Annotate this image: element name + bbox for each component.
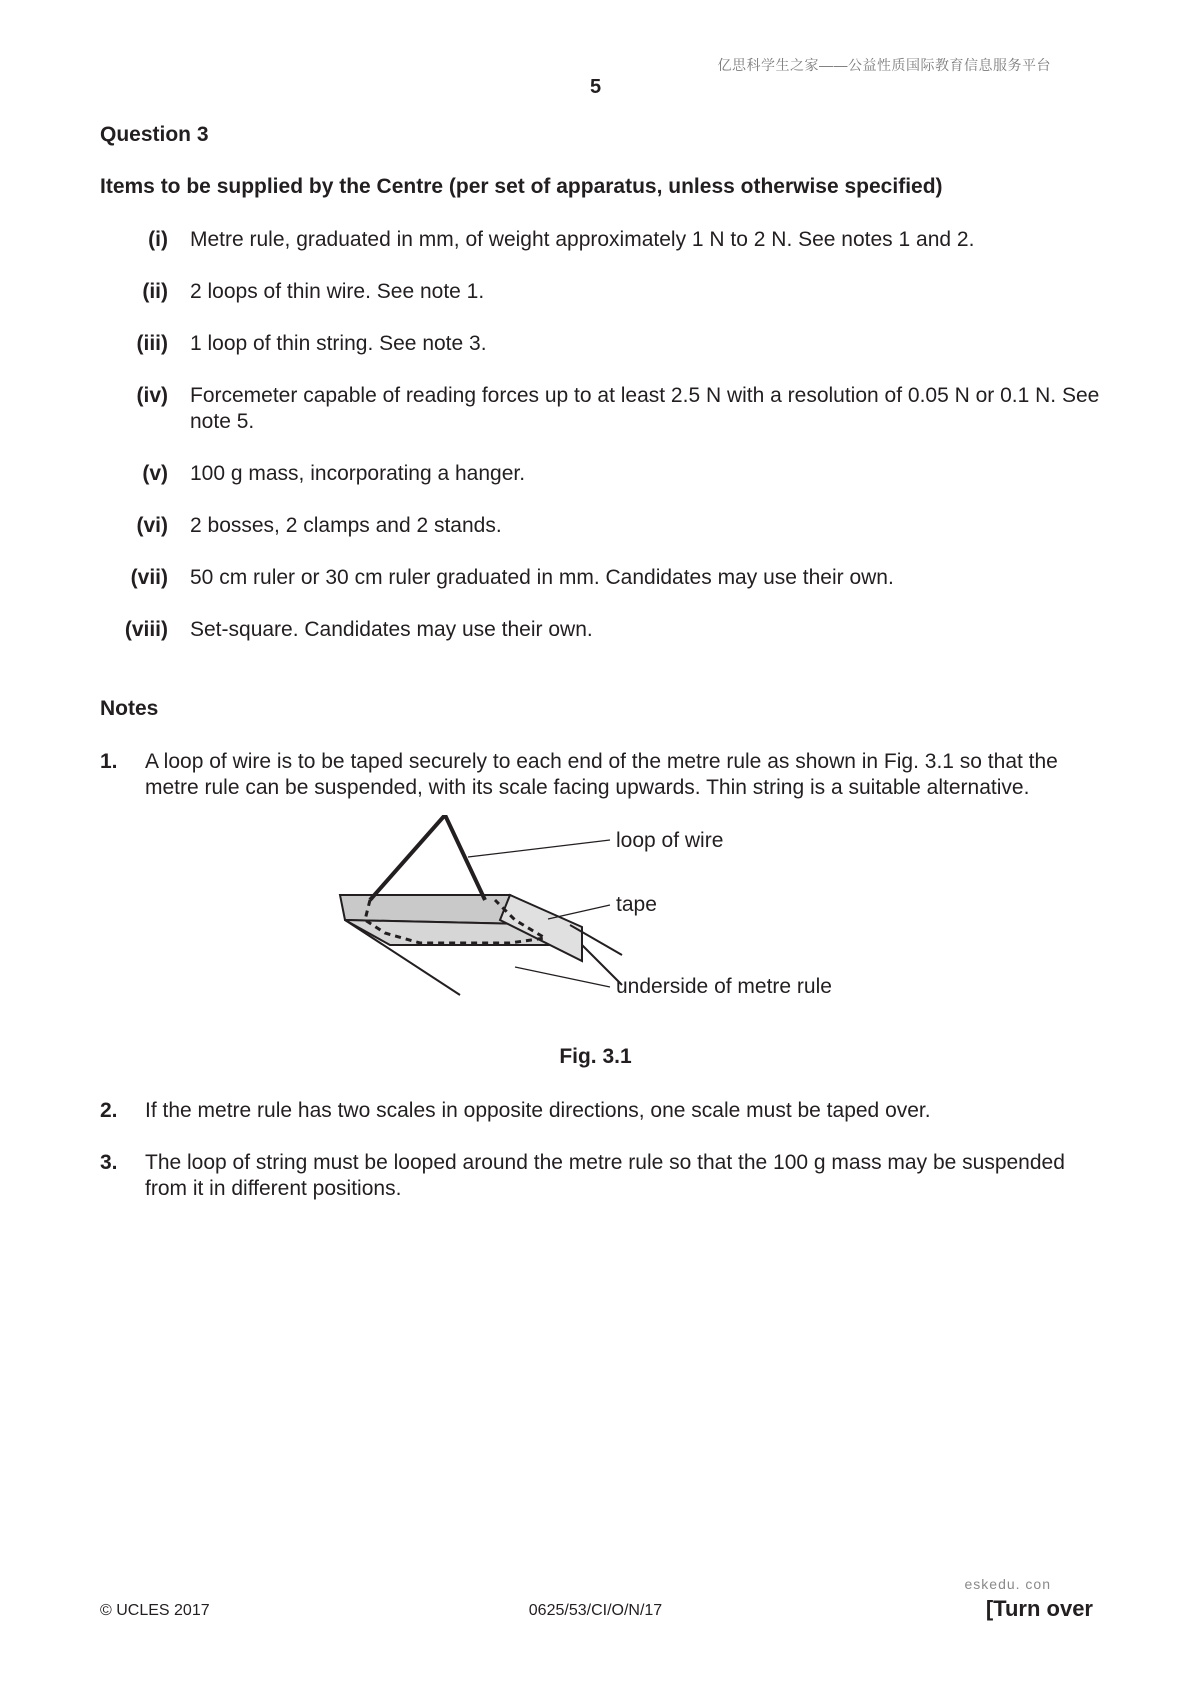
item-text: 1 loop of thin string. See note 3. [190,332,487,355]
note-number: 3. [100,1151,118,1174]
figure-3-1 [320,815,880,1015]
figure-caption: Fig. 3.1 [559,1045,632,1068]
paper-code: 0625/53/CI/O/N/17 [528,1602,663,1619]
loop-leader-line [468,840,610,857]
item-numeral: (vi) [136,514,168,537]
question-title: Question 3 [100,123,209,146]
turn-over: [Turn over [985,1596,1093,1621]
tape-leader-line [548,905,610,919]
item-text: Forcemeter capable of reading forces up to at least 2.5 N with a resolution of 0.05 N or 0.1 N. See note 5. [190,384,1100,433]
item-text: 2 bosses, 2 clamps and 2 stands. [190,514,502,537]
item-numeral: (ii) [142,280,168,303]
item-text: 2 loops of thin wire. See note 1. [190,280,485,303]
note-text: If the metre rule has two scales in opposite directions, one scale must be taped over. [145,1099,931,1122]
item-text: 100 g mass, incorporating a hanger. [190,462,526,485]
note-text: The loop of string must be looped around the metre rule so that the 100 g mass may be suspended from it in different positions. [145,1151,1065,1200]
underside-leader-line [515,967,610,987]
item-text: Set-square. Candidates may use their own. [190,618,593,641]
item-numeral: (i) [148,228,168,251]
item-numeral: (v) [142,462,168,485]
item-numeral: (viii) [124,618,168,641]
item-text: Metre rule, graduated in mm, of weight approximately 1 N to 2 N. See notes 1 and 2. [190,228,975,251]
item-numeral: (vii) [130,566,168,589]
site-watermark: eskedu. con [964,1576,1051,1592]
notes-heading: Notes [100,697,159,720]
page-number: 5 [589,76,602,98]
copyright: © UCLES 2017 [100,1602,210,1619]
note-text: A loop of wire is to be taped securely to each end of the metre rule as shown in Fig. 3.1 so that the metre rule can be suspended, with its scale facing upwards. Thin string is a suitable alternative. [145,750,1058,799]
wire-loop [370,815,485,900]
note-number: 2. [100,1099,118,1122]
label-tape: tape [616,893,657,916]
item-numeral: (iv) [136,384,168,407]
items-heading: Items to be supplied by the Centre (per set of apparatus, unless otherwise specified) [100,175,943,198]
item-text: 50 cm ruler or 30 cm ruler graduated in mm. Candidates may use their own. [190,566,894,589]
label-loop-of-wire: loop of wire [616,829,724,852]
item-numeral: (iii) [136,332,168,355]
label-underside: underside of metre rule [616,975,832,998]
watermark-text: 亿思科学生之家——公益性质国际教育信息服务平台 [717,57,1051,73]
note-number: 1. [100,750,118,773]
